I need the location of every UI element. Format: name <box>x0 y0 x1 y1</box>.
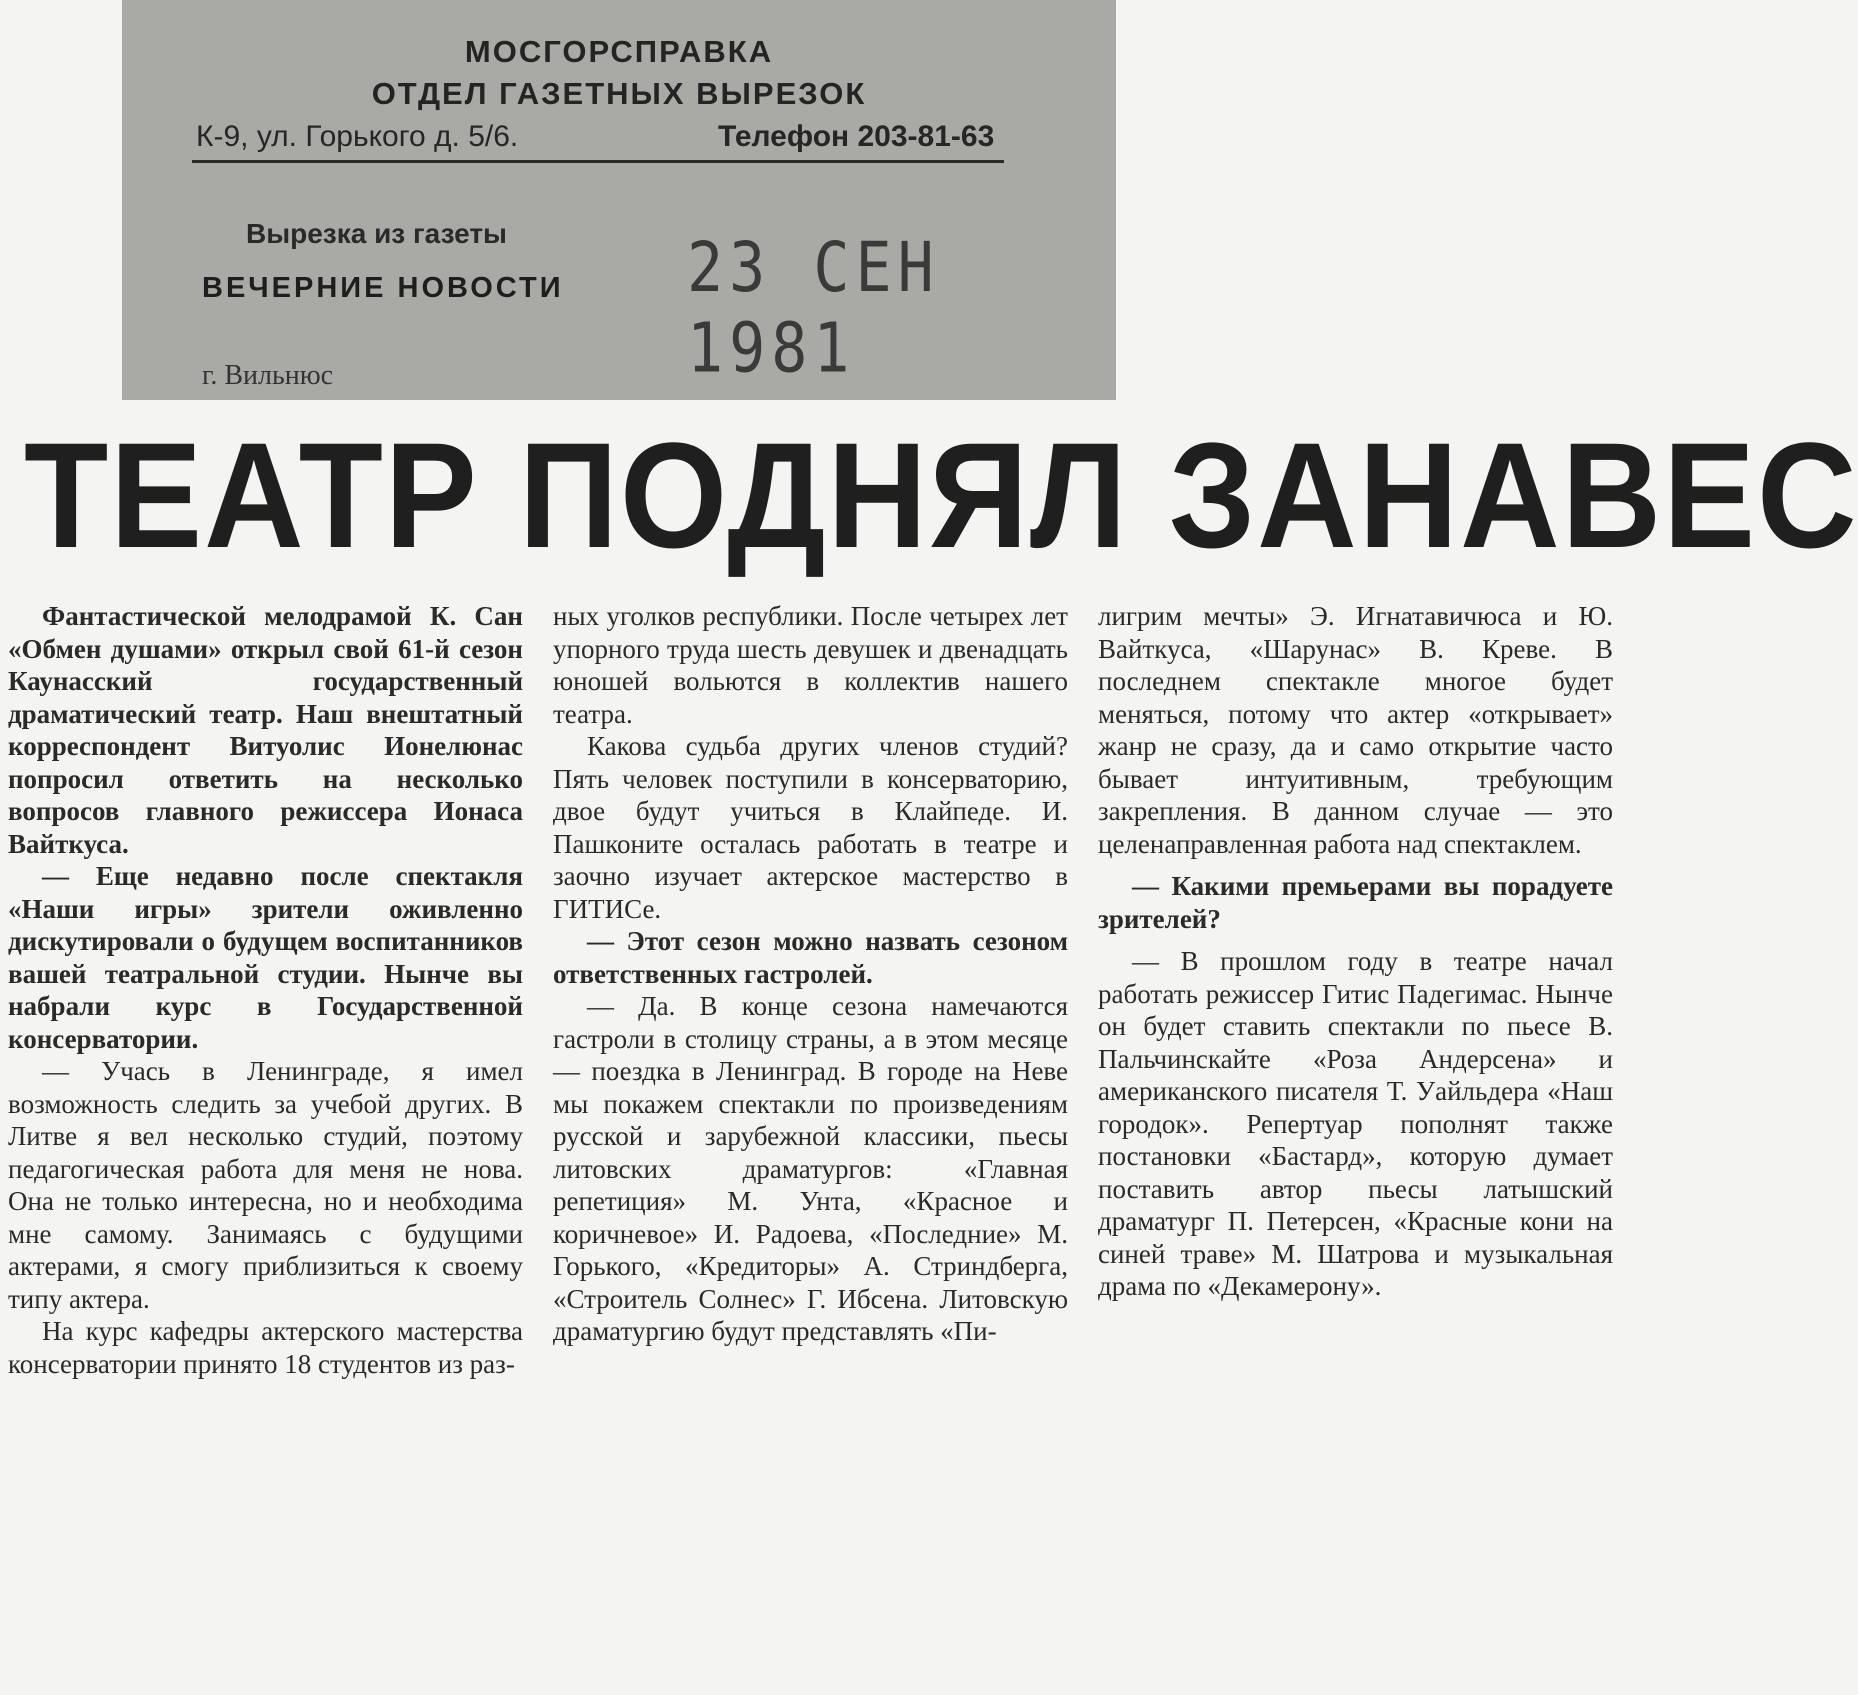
newspaper-city: г. Вильнюс <box>202 360 334 391</box>
date-stamp: 23 СЕН 1981 <box>687 227 940 389</box>
service-name: МОСГОРСПРАВКА <box>464 34 774 69</box>
service-address: К-9, ул. Горького д. 5/6. <box>196 120 519 153</box>
intro-paragraph: Фантастической мелодрамой К. Сан «Обмен душами» открыл свой 61-й сезон Каунасский государственный драматический театр. Наш внештатный корреспондент Витуолис Ионелюнас попросил ответить на несколько вопросов главного режиссера Ионаса Вайткуса. <box>8 601 523 859</box>
question-paragraph: — Этот сезон можно назвать сезоном ответственных гастролей. <box>553 926 1068 989</box>
department-name: ОТДЕЛ ГАЗЕТНЫХ ВЫРЕЗОК <box>371 76 867 111</box>
newspaper-name: ВЕЧЕРНИЕ НОВОСТИ <box>202 272 564 304</box>
article-headline: ТЕАТР ПОДНЯЛ ЗАНАВЕС <box>24 411 1858 579</box>
clipping-service-header <box>122 0 1116 400</box>
body-paragraph: Какова судьба других членов студий? Пять человек поступили в консерваторию, двое будут учиться в Клайпеде. И. Пашконите осталась работать в театре и заочно изучает актерское мастерство в ГИТИСе. <box>553 731 1068 924</box>
article-column-1 <box>8 600 523 1380</box>
service-phone: Телефон 203-81-63 <box>718 120 995 153</box>
newspaper-article <box>0 400 1858 1695</box>
body-paragraph: На курс кафедры актерского мастерства консерватории принято 18 студентов из раз- <box>8 1316 523 1379</box>
body-paragraph: лигрим мечты» Э. Игнатавичюса и Ю. Вайткуса, «Шарунас» В. Креве. В последнем спектакле многое будет меняться, потому что актер «открывает» жанр не сразу, да и само открытие часто бывает интуитивным, требующим закрепления. В данном случае — это целенаправленная работа над спектаклем. <box>1098 601 1613 859</box>
answer-paragraph: — Учась в Ленинграде, я имел возможность следить за учебой других. В Литве я вел несколько студий, поэтому педагогическая работа для меня не нова. Она не только интересна, но и необходима мне самому. Занимаясь с будущими актерами, я смогу приблизиться к своему типу актера. <box>8 1056 523 1314</box>
article-column-3 <box>1098 600 1613 1380</box>
question-paragraph: — Еще недавно после спектакля «Наши игры» зрители оживленно дискутировали о будущем воспитанников вашей театральной студии. Нынче вы набрали курс в Государственной консерватории. <box>8 861 523 1054</box>
clip-label: Вырезка из газеты <box>246 218 507 249</box>
answer-paragraph: — В прошлом году в театре начал работать режиссер Гитис Падегимас. Нынче он будет ставить спектакли по пьесе В. Пальчинскайте «Роза Андерсена» и американского писателя Т. Уайльдера «Наш городок». Репертуар пополнят также постановки «Бастард», которую думает поставить автор пьесы латышский драматург П. Петерсен, «Красные кони на синей траве» М. Шатрова и музыкальная драма по «Декамерону». <box>1098 946 1613 1301</box>
body-paragraph: ных уголков республики. После четырех лет упорного труда шесть девушек и двенадцать юношей вольются в коллектив нашего театра. <box>553 601 1068 729</box>
header-rule <box>192 160 1004 163</box>
article-column-2 <box>553 600 1068 1380</box>
question-paragraph: — Какими премьерами вы порадуете зрителей? <box>1098 871 1613 934</box>
answer-paragraph: — Да. В конце сезона намечаются гастроли в столицу страны, а в этом месяце — поездка в Ленинград. В городе на Неве мы покажем спектакли по произведениям русской и зарубежной классики, пьесы литовских драматургов: «Главная репетиция» М. Унта, «Красное и коричневое» И. Радоева, «Последние» М. Горького, «Кредиторы» А. Стриндберга, «Строитель Солнес» Г. Ибсена. Литовскую драматургию будут представлять «Пи- <box>553 991 1068 1346</box>
article-columns <box>8 600 1613 1380</box>
